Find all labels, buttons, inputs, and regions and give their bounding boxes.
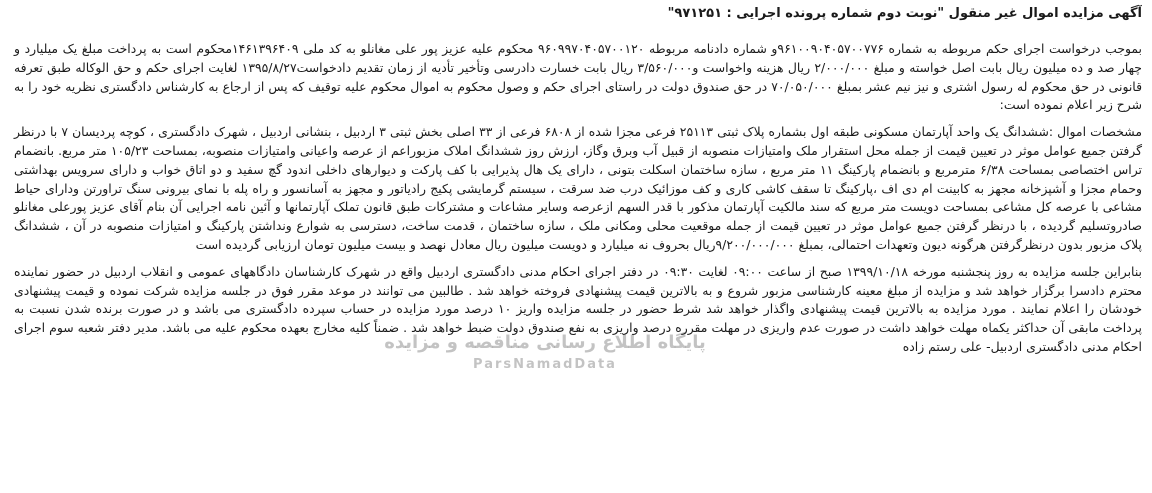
- notice-paragraph-judgment: بموجب درخواست اجرای حکم مربوطه به شماره ۹۶۱۰۰۹۰۴۰۵۷۰۰۷۷۶و شماره دادنامه مربوطه ۹۶۰۹۹۷۰۴۰۵۷۰۰۱۲۰ محکوم علیه عزیز پور علی مغانلو به کد ملی ۱۴۶۱۳۹۶۴۰۹محکوم است به پرداخت مبلغ یک میلیارد و چهار صد و ده میلیون ریال بابت اصل خواسته و مبلغ ۲/۰۰۰/۰۰۰ ریال هزینه واخواست و۳/۵۶۰/۰۰۰ ریال بابت خسارت دادرسی وتأخیر تأدیه از زمان تقدیم دادخواست۱۳۹۵/۸/۲۷ لغایت اجرای حکم و حق الوکاله طبق تعرفه قانونی در حق محکوم له رسول اشتری و نیز نیم عشر بمبلغ ۷۰/۰۵۰/۰۰۰ در حق صندوق دولت در راستای اجرای حکم و وصول محکوم به اموال محکوم علیه توقیف که پس از ارجاع به کارشناس دادگستری نظریه خود را به شرح زیر اعلام نموده است:: [14, 41, 1142, 113]
- watermark-title: پایگاه اطلاع رسانی مناقصه و مزایده: [384, 332, 706, 353]
- watermark-subtitle: ParsNamadData: [473, 357, 617, 372]
- notice-paragraph-auction: بنابراین جلسه مزایده به روز پنجشنبه مورخه ۱۳۹۹/۱۰/۱۸ صبح از ساعت ۰۹:۰۰ لغایت ۰۹:۳۰ در دفتر اجرای احکام مدنی دادگستری اردبیل واقع در شهرک کارشناسان دادگاههای عمومی و انقلاب اردبیل در حضور نماینده محترم دادسرا برگزار خواهد شد و مزایده از مبلغ معینه کارشناسی مزبور شروع و به بالاترین قیمت پیشنهادی فروخته خواهد شد . طالبین می توانند در موعد مقرر فوق در جلسه مزایده شرکت نموده و قیمت پیشنهادی خودشان را اعلام نمایند . مورد مزایده به بالاترین قیمت پیشنهادی واگذار خواهد شد شرط حضور در جلسه مزایده واریز ۱۰ درصد مورد مزایده در حساب سپرده دادگستری می باشد و در صورت برنده شدن نسبت به پرداخت مابقی آن حداکثر یکماه مهلت خواهد داشت در صورت عدم واریزی در مهلت مقرره درصد واریزی به نفع صندوق دولت ضبط خواهد شد . ضمناً کلیه مخارج بعهده محکوم علیه می باشد. مدیر دفتر شعبه سوم اجرای احکام مدنی دادگستری اردبیل- علی رستم زاده: [14, 263, 1143, 354]
- notice-paragraph-property: مشخصات اموال :ششدانگ یک واحد آپارتمان مسکونی طبقه اول بشماره پلاک ثبتی ۲۵۱۱۳ فرعی مجزا شده از ۶۸۰۸ فرعی از ۳۳ اصلی بخش ثبتی ۳ اردبیل ، بنشانی اردبیل ، شهرک دادگستری ، کوچه پردیسان ۷ با درنظر گرفتن جمیع عوامل موثر در تعیین قیمت از جمله محل استقرار ملک وامتیازات منصوبه از قبیل آب وبرق وگاز، ارزش روز ششدانگ املاک مزبوراعم از عرصه واعیانی وامتیازات منصوبه، بمساحت ۱۰۵/۲۳ متر مربع. بانضمام تراس اختصاصی بمساحت ۶/۳۸ مترمربع و بانضمام پارکینگ ۱۱ متر مربع ، سازه ساختمان اسکلت بتونی ، دارای یک هال پذیرایی با کف پارکت و دیوارهای داخلی اندود گچ سفید و دو اتاق خواب و دارای سرویس بهداشتی وحمام مجزا و آشپزخانه مجهز به کابینت ام دی اف ،پارکینگ تا سقف کاشی کاری و کف موزائیک درب ضد سرقت ، سیستم گرمایشی پکیج رادیاتور و مجهز به آسانسور و راه پله با نمای بیرونی سنگ تراورتن ودارای حیاط مشاعی با عرصه کل مشاعی بمساحت دویست متر مربع که سند مالکیت آپارتمان مذکور با قدر السهم ازعرصه وسایر مشاعات و مشترکات طبق قانون تملک آپارتمانها و آئین نامه اجرایی آن بنام آقای عزیز پورعلی مغانلو صادروتسلیم گردیده ، با درنظر گرفتن جمیع عوامل موثر در تعیین قیمت از جمله موقعیت محلی ومکانی ملک ، سازه ساختمان ، قدمت ساخت، دسترسی به شوارع ونداشتن پارکینگ و امتیازات منصوبه در آن ، ششدانگ پلاک مزبور بدون درنظرگرفتن هرگونه دیون وتعهدات احتمالی، بمبلغ ۹/۲۰۰/۰۰۰/۰۰۰ریال بحروف نه میلیارد و دویست میلیون ریال معادل نهصد و بیست میلیون تومان ارزیابی گردیده است: [14, 124, 1142, 252]
- notice-title: آگهی مزایده اموال غیر منقول "نوبت دوم شماره پرونده اجرایی : ۹۷۱۲۵۱": [667, 6, 1142, 21]
